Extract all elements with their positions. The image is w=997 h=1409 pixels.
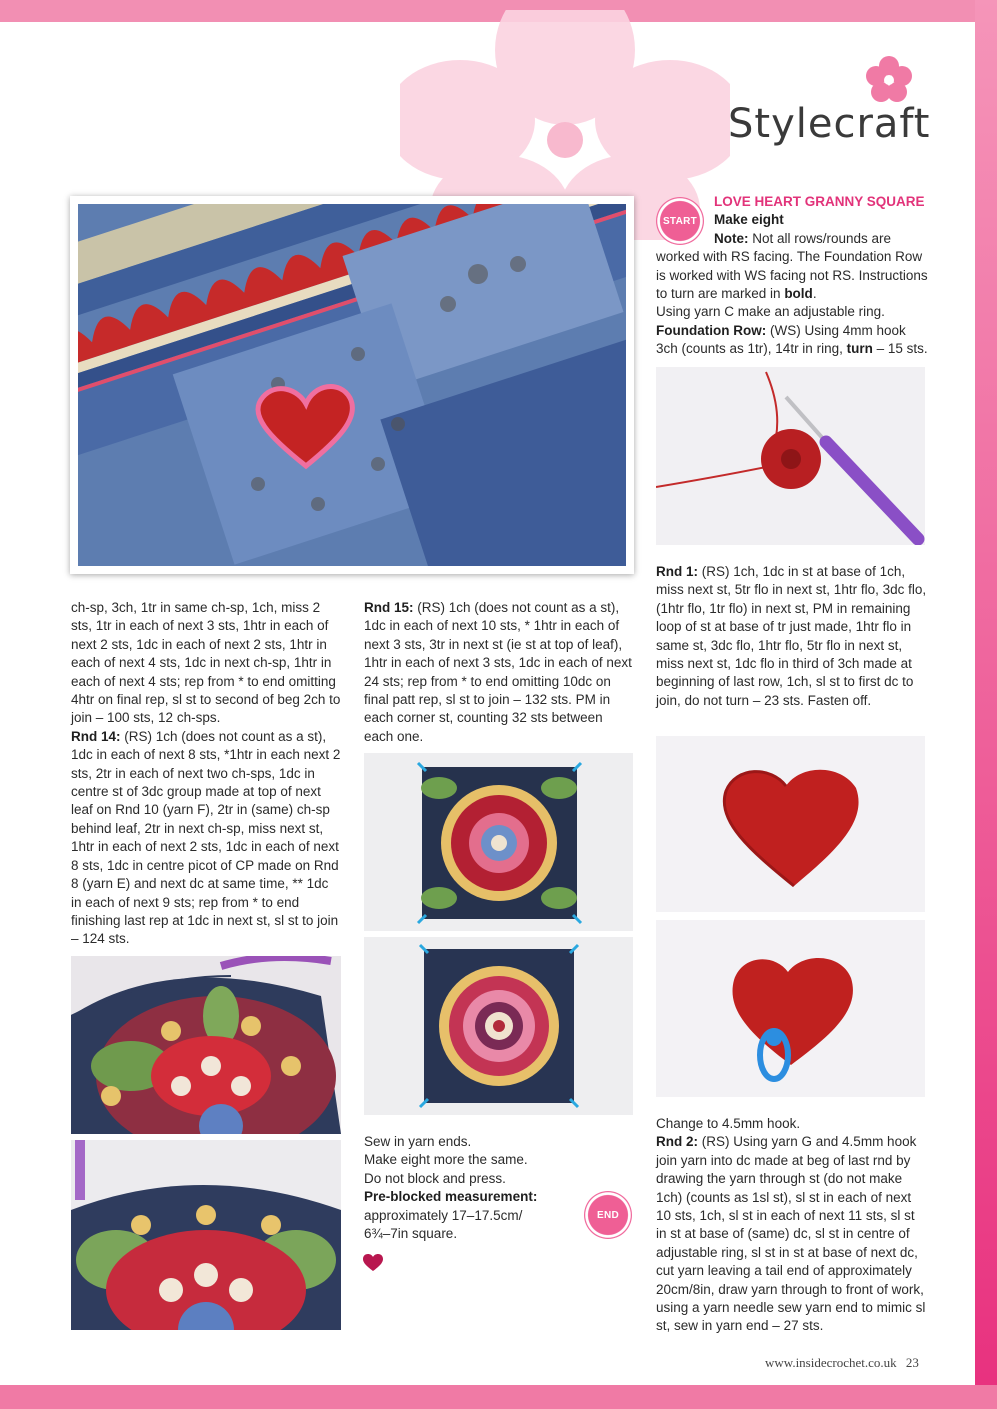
hook-and-ring-image xyxy=(656,367,925,545)
red-heart-image xyxy=(656,736,925,912)
pattern-title: LOVE HEART GRANNY SQUARE xyxy=(714,194,925,209)
column3-rnd2-text xyxy=(656,1115,928,1336)
measurement-label-line xyxy=(364,1188,594,1206)
rnd2-label: Rnd 2: xyxy=(656,1134,698,1150)
red-heart-photo xyxy=(656,736,925,912)
finished-square-photo-2 xyxy=(364,937,633,1115)
note-text-b: . xyxy=(812,286,817,302)
foundation-paragraph xyxy=(656,322,928,359)
finished-square-photo-1 xyxy=(364,753,633,931)
logo-flower-icon xyxy=(864,55,914,105)
rnd14-paragraph xyxy=(71,728,341,949)
red-heart-marker-image xyxy=(656,920,925,1097)
note-text-a: Not all rows/rounds are worked with RS facing. The Foundation Row is worked with WS facing not RS. Instructions to turn are marked in xyxy=(656,230,928,302)
pattern-paragraph: ch-sp, 3ch, 1tr in same ch-sp, 1ch, miss 2 sts, 1tr in each of next 3 sts, 1htr in each of next 2 sts, 1dc in each of next 2 sts, 1htr in each of next 4 sts, 1dc in next ch-sp, 1htr in each of next 4 sts; rep from * to end omitting 4htr on final rep, sl st to second of beg 2ch to join – 100 sts, 12 ch-sps. xyxy=(71,600,341,726)
make-count: Make eight xyxy=(714,212,784,228)
column3-top-text xyxy=(656,193,928,359)
rnd1-label: Rnd 1: xyxy=(656,564,698,579)
column2-bottom-text xyxy=(364,1133,594,1243)
note-bold-word: bold xyxy=(784,286,813,302)
rnd15-text: (RS) 1ch (does not count as a st), 1dc in each of next 10 sts, * 1htr in each of next 3 sts, 3tr in next st (ie st at top of leaf), 1htr in each of next 3 sts, 1dc in each of next 24 sts; rep from * to end omitting 10dc on final patt rep, sl st to join – 132 sts. PM in each corner st, counting 32 sts between each one. xyxy=(364,600,632,744)
rnd14-text: (RS) 1ch (does not count as a st), 1dc in each of next 8 sts, *1htr in each next 2 sts, 2tr in each of next two ch-sps, 1dc in centre st of 3dc group made at top of next leaf on Rnd 10 (yarn F), 2tr in (same) ch-sp behind leaf, 2tr in next ch-sp, miss next st, 1htr in each of next 2 sts, 1dc in each of next 8 sts, 1dc in centre picot of CP made on Rnd 8 (yarn E) and next dc at same time, ** 1dc in each of next 9 sts; rep from * to end finishing last rep at 1dc in next st, sl st to join – 124 sts. xyxy=(71,728,341,947)
make-line xyxy=(656,211,928,229)
hook-and-ring-photo xyxy=(656,367,925,545)
rnd15-label: Rnd 15: xyxy=(364,600,414,615)
page-number: 23 xyxy=(905,1355,919,1370)
note-label: Note: xyxy=(714,230,749,246)
rnd14-label: Rnd 14: xyxy=(71,728,121,744)
sew-ends-line: Sew in yarn ends. xyxy=(364,1134,472,1149)
foundation-turn: turn xyxy=(846,341,873,357)
crochet-closeup-image-2 xyxy=(71,1140,341,1330)
foundation-end: – 15 sts. xyxy=(872,341,928,357)
pattern-title-line xyxy=(656,193,928,211)
page-frame-bottom xyxy=(0,1385,997,1409)
blanket-image xyxy=(78,204,626,566)
footer-url[interactable]: www.insidecrochet.co.uk xyxy=(765,1355,897,1370)
measurement-label: Pre-blocked measurement: xyxy=(364,1189,538,1205)
note-paragraph xyxy=(656,230,928,304)
end-heart-icon xyxy=(363,1254,383,1272)
flower-square-closeup-photo-2 xyxy=(71,1140,341,1330)
logo-text: Stylecraft xyxy=(728,101,931,147)
end-badge: END xyxy=(584,1191,632,1239)
column1-text xyxy=(71,599,341,949)
make-more-line: Make eight more the same. xyxy=(364,1152,528,1168)
start-badge: START xyxy=(656,197,704,245)
rnd1-text: (RS) 1ch, 1dc in st at base of 1ch, miss next st, 5tr flo in next st, 1htr flo, 3dc flo, (1htr flo, 1tr flo) in next st, PM in remaining loop of st at base of tr just made, 1htr flo in same st, 3dc flo, 1htr flo, 5tr flo in next st, miss next st, 1dc flo in third of 3ch made at beginning of last row, 1ch, sl st to first dc to join, do not turn – 23 sts. Fasten off. xyxy=(656,564,927,708)
rnd1-paragraph xyxy=(656,563,928,710)
rnd2-text: (RS) Using yarn G and 4.5mm hook join yarn into dc made at beg of last rnd by drawing the yarn through st (do not make 1ch) (counts as 1sl st), sl st in each of next 10 sts, 1ch, sl st in each of next 11 sts, sl st in st at base of (same) dc, sl st in centre of adjustable ring, sl st in st at base of next dc, cut yarn leaving a tail end of approximately 20cm/8in, draw yarn through to front of work, using a yarn needle sew yarn end to mimic sl st, sew in yarn end – 27 sts. xyxy=(656,1134,926,1334)
change-hook-line: Change to 4.5mm hook. xyxy=(656,1116,801,1131)
main-blanket-photo xyxy=(70,196,634,574)
red-heart-with-marker-photo xyxy=(656,920,925,1097)
column3-rnd1-text xyxy=(656,563,928,710)
foundation-label: Foundation Row: xyxy=(656,322,767,338)
column2-top-text xyxy=(364,599,632,746)
page-frame-right xyxy=(975,0,997,1409)
foundation-text: (WS) Using 4mm hook 3ch (counts as 1tr), 14tr in ring, xyxy=(656,322,906,357)
page-footer xyxy=(765,1355,919,1371)
finished-square-image-1 xyxy=(364,753,633,931)
measurement-text: approximately 17–17.5cm/ 6¾–7in square. xyxy=(364,1207,523,1242)
yarn-c-line: Using yarn C make an adjustable ring. xyxy=(656,304,885,320)
rnd2-paragraph xyxy=(656,1133,928,1335)
crochet-closeup-image-1 xyxy=(71,956,341,1134)
finished-square-image-2 xyxy=(364,937,633,1115)
flower-square-closeup-photo-1 xyxy=(71,956,341,1134)
no-block-line: Do not block and press. xyxy=(364,1170,506,1186)
stylecraft-logo xyxy=(728,55,938,155)
rnd15-paragraph xyxy=(364,599,632,746)
